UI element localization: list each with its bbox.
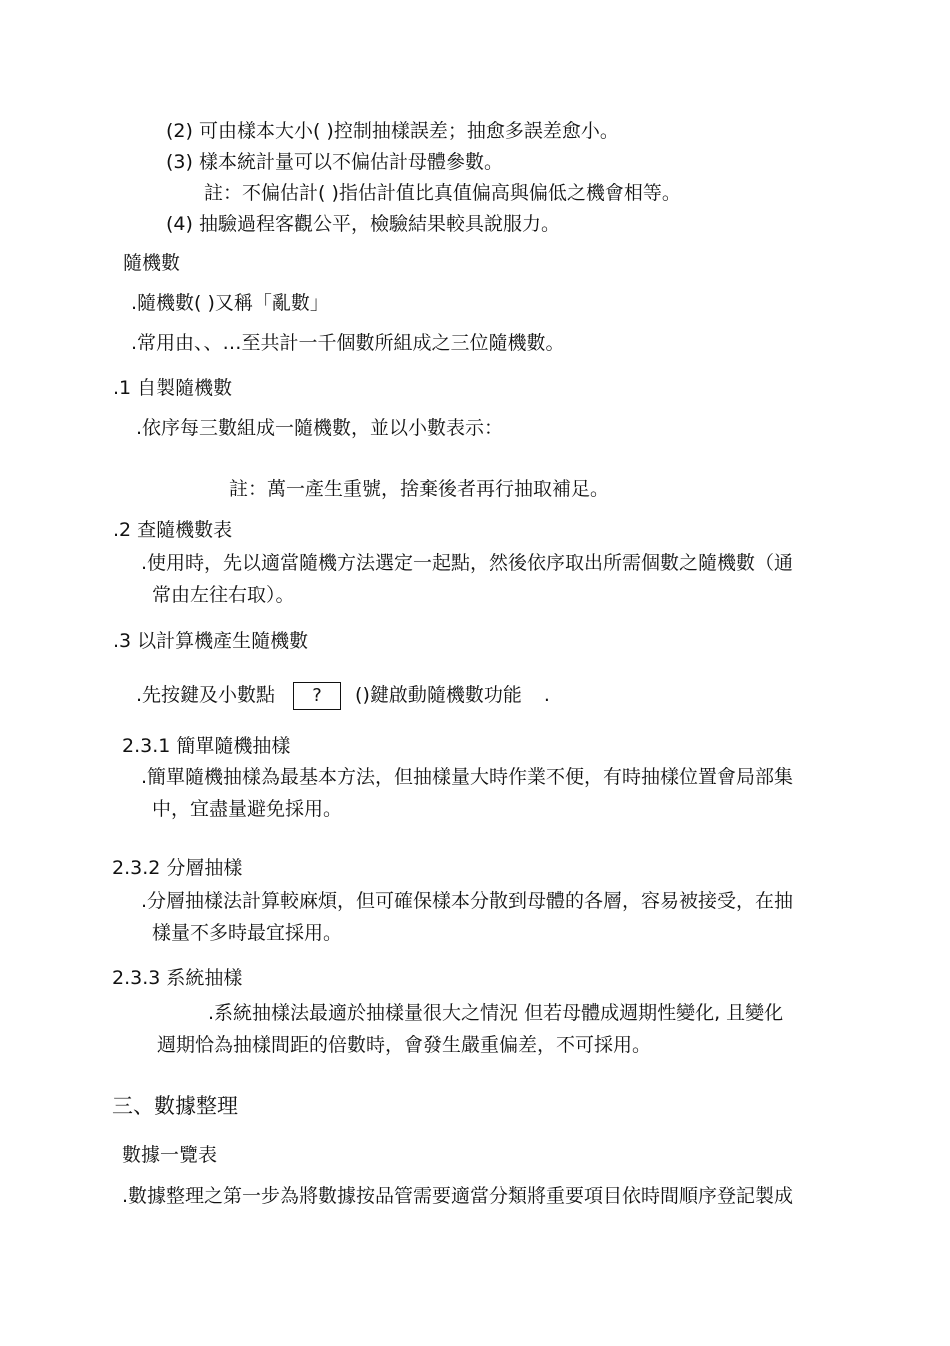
section-3-title: .3 以計算機產生隨機數 xyxy=(113,630,309,652)
list-item-3: (3) 樣本統計量可以不偏估計母體參數。 xyxy=(166,151,503,173)
section-232-title: 2.3.2 分層抽樣 xyxy=(112,857,243,879)
random-line-2: .常用由、、…至共計一千個數所組成之三位隨機數。 xyxy=(131,332,565,354)
section-231-line-2: 中，宜盡量避免採用。 xyxy=(152,798,343,820)
section-2-line-2: 常由左往右取）。 xyxy=(152,584,295,606)
section-3-line-post: ()鍵啟動隨機數功能 xyxy=(355,684,522,706)
chapter-3-subtitle: 數據一覽表 xyxy=(122,1144,218,1166)
chapter-3-line-1: .數據整理之第一步為將數據按品管需要適當分類將重要項目依時間順序登記製成 xyxy=(122,1185,794,1207)
list-item-3-note: 註：不偏估計( )指估計值比真值偏高與偏低之機會相等。 xyxy=(204,182,681,204)
list-item-4: (4) 抽驗過程客觀公平，檢驗結果較具說服力。 xyxy=(166,213,560,235)
section-3-line-pre: .先按鍵及小數點 xyxy=(136,684,276,706)
section-3-line-end: . xyxy=(543,684,550,706)
section-231-line-1: .簡單隨機抽樣為最基本方法，但抽樣量大時作業不便，有時抽樣位置會局部集 xyxy=(141,766,794,788)
list-item-2: (2) 可由樣本大小( )控制抽樣誤差；抽愈多誤差愈小。 xyxy=(166,120,619,142)
section-232-line-1: .分層抽樣法計算較麻煩，但可確保樣本分散到母體的各層，容易被接受，在抽 xyxy=(141,890,794,912)
section-1-line-1: .依序每三數組成一隨機數，並以小數表示： xyxy=(136,417,504,439)
section-231-title: 2.3.1 簡單隨機抽樣 xyxy=(122,735,291,757)
section-233-title: 2.3.3 系統抽樣 xyxy=(112,967,243,989)
section-233-line-2: 週期恰為抽樣間距的倍數時，會發生嚴重偏差，不可採用。 xyxy=(157,1034,652,1056)
section-3-line xyxy=(136,680,550,710)
section-1-title: .1 自製隨機數 xyxy=(113,377,233,399)
section-232-line-2: 樣量不多時最宜採用。 xyxy=(152,922,343,944)
section-random-title: 隨機數 xyxy=(123,252,181,274)
section-1-note: 註：萬一產生重號，捨棄後者再行抽取補足。 xyxy=(229,478,610,500)
section-2-line-1: .使用時，先以適當隨機方法選定一起點，然後依序取出所需個數之隨機數（通 xyxy=(141,552,794,574)
section-2-title: .2 查隨機數表 xyxy=(113,519,233,541)
chapter-3-title: 三、數據整理 xyxy=(112,1094,238,1118)
random-line-1: .隨機數( )又稱「亂數」 xyxy=(131,292,329,314)
key-box: ? xyxy=(293,682,341,710)
section-233-line-1: .系統抽樣法最適於抽樣量很大之情況 但若母體成週期性變化, 且變化 xyxy=(208,1002,784,1024)
